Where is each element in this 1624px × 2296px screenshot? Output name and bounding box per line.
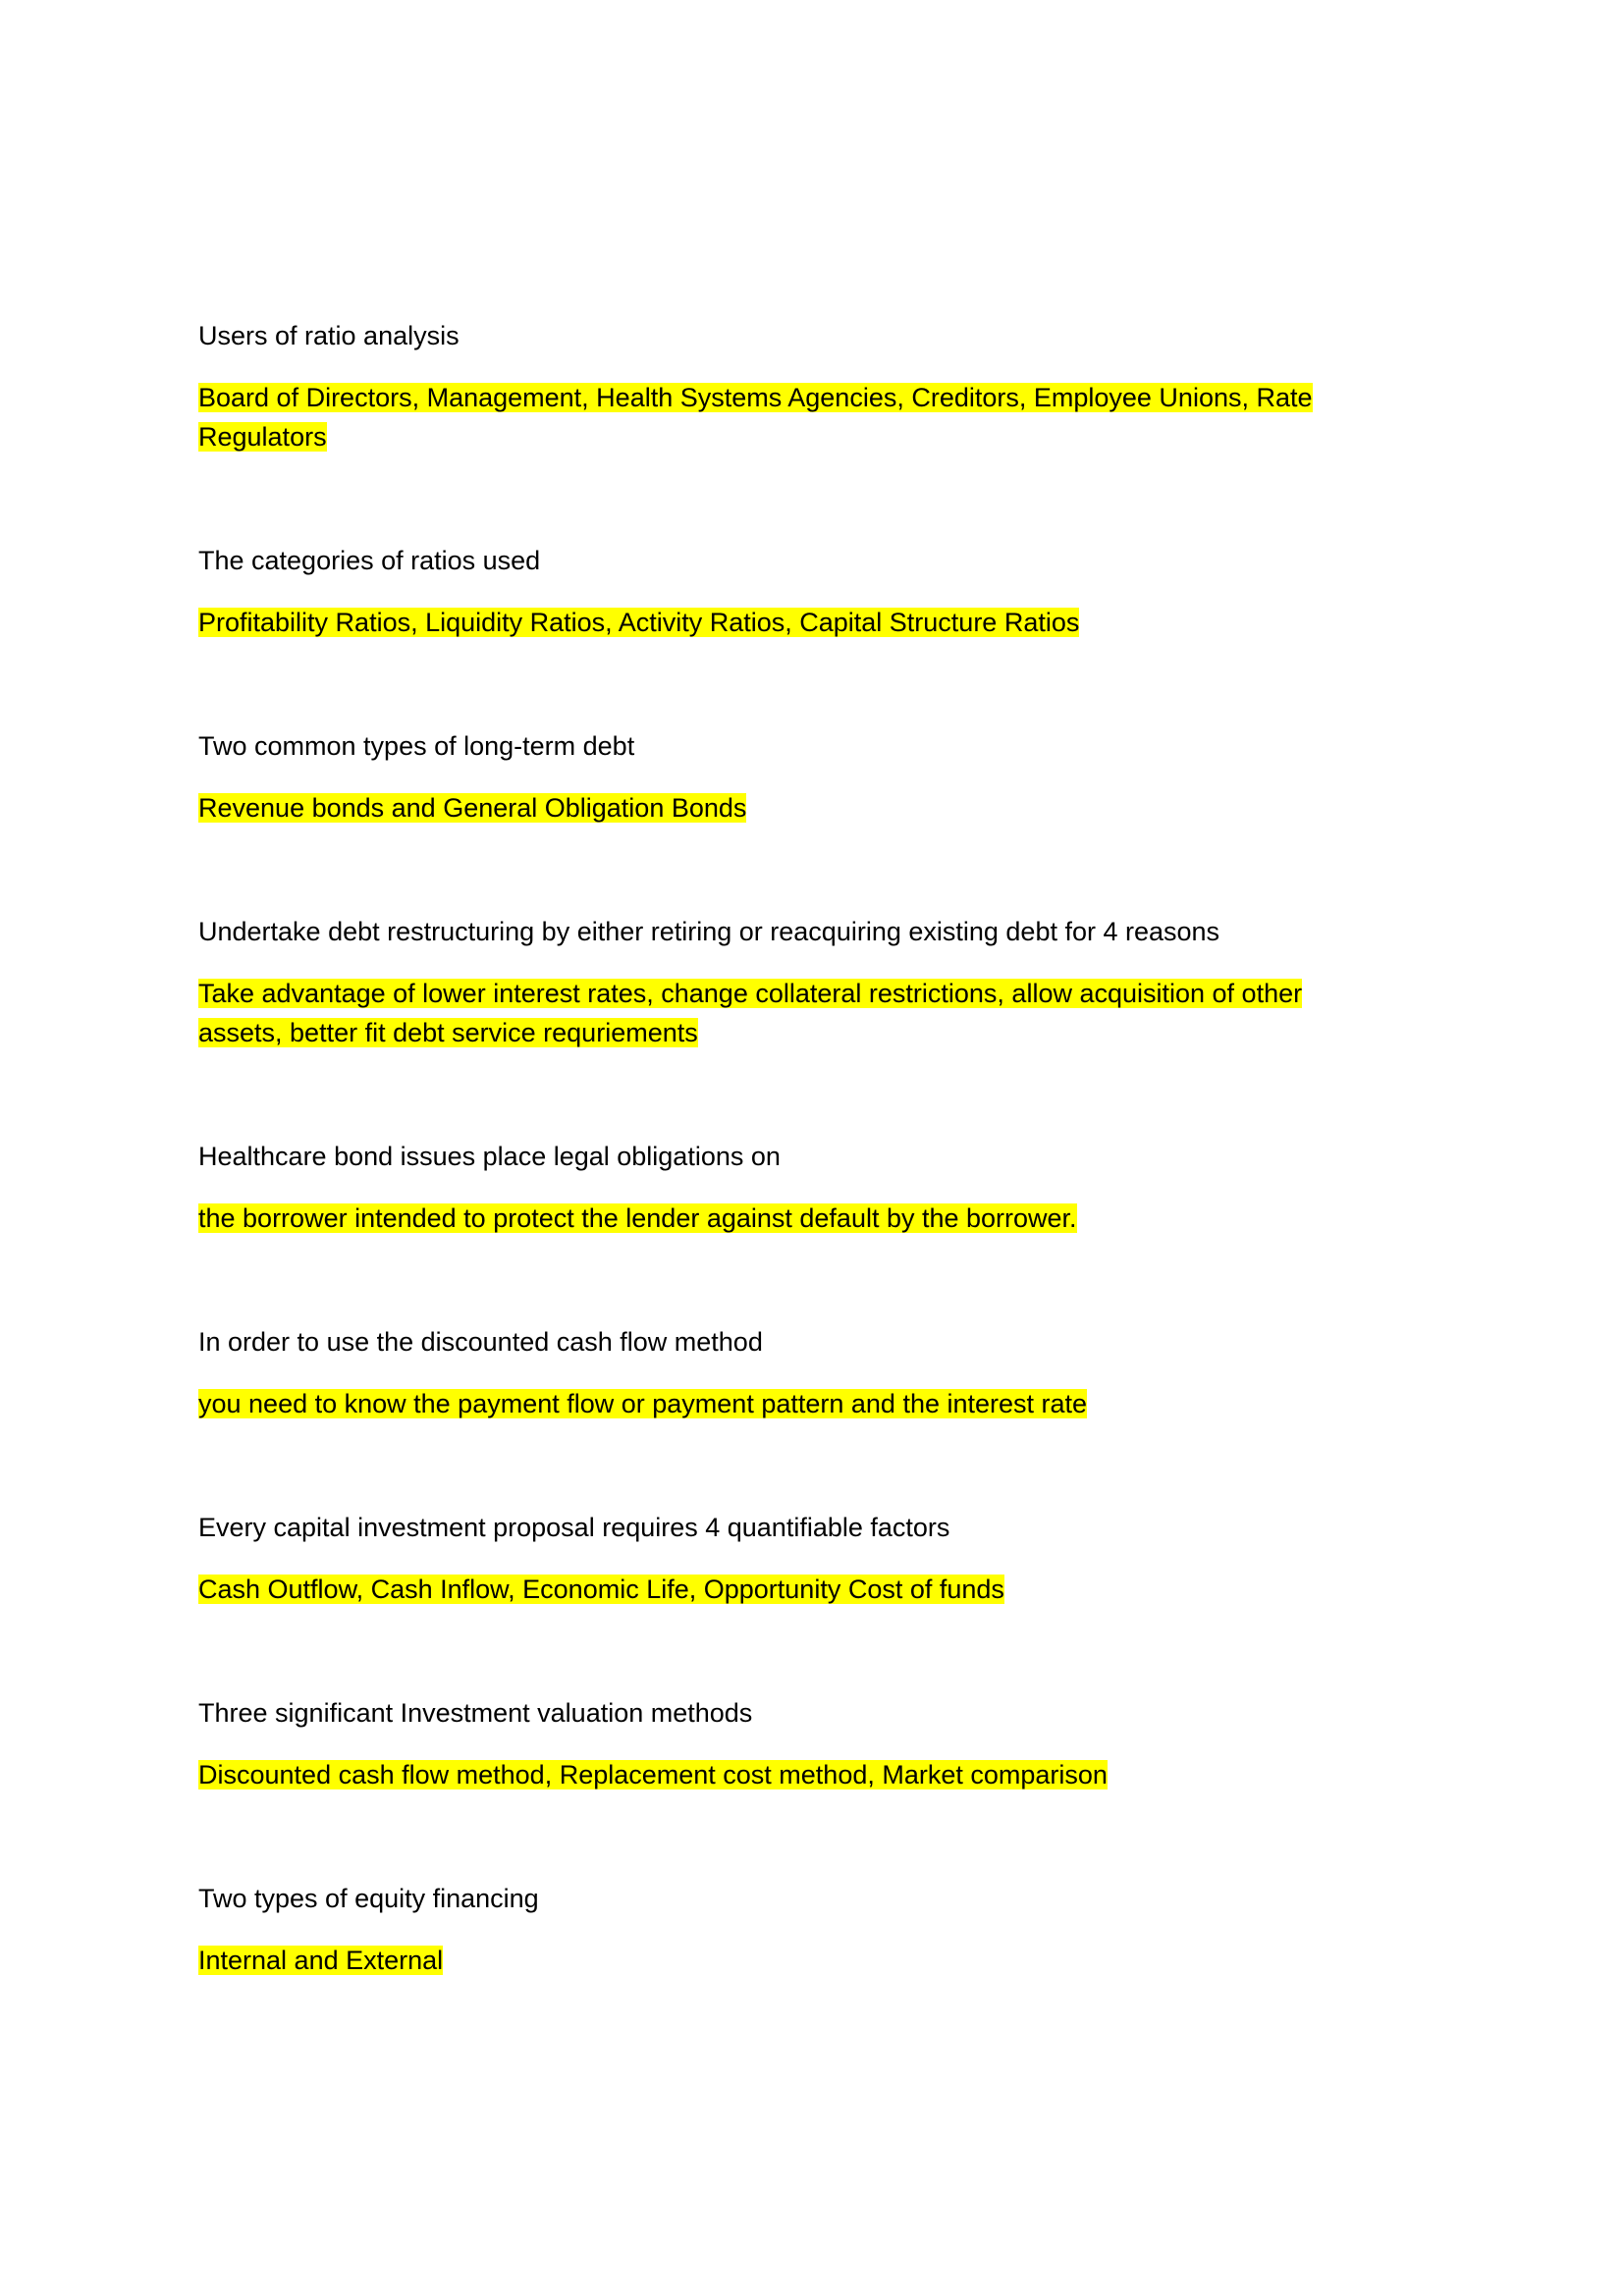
answer-text (198, 378, 1386, 456)
question-text: The categories of ratios used (198, 546, 541, 575)
qa-item (198, 541, 1386, 726)
question-text: Undertake debt restructuring by either retiring or reacquiring existing debt for 4 reasons (198, 917, 1220, 946)
highlighted-answer: Discounted cash flow method, Replacement cost method, Market comparison (198, 1760, 1108, 1789)
answer-text (198, 1570, 1386, 1609)
question-text: Two types of equity financing (198, 1884, 539, 1913)
question-text: Healthcare bond issues place legal obligations on (198, 1142, 781, 1171)
answer-text (198, 603, 1386, 642)
qa-item (198, 912, 1386, 1137)
answer-text (198, 1384, 1386, 1423)
qa-item (198, 1508, 1386, 1693)
answer-text (198, 1199, 1386, 1238)
highlighted-answer: Cash Outflow, Cash Inflow, Economic Life, Opportunity Cost of funds (198, 1575, 1004, 1604)
highlighted-answer: Revenue bonds and General Obligation Bonds (198, 793, 747, 823)
qa-item (198, 726, 1386, 912)
question-text: Users of ratio analysis (198, 321, 460, 350)
question-text: In order to use the discounted cash flow method (198, 1327, 763, 1357)
answer-text (198, 1755, 1386, 1794)
highlighted-answer: the borrower intended to protect the lender against default by the borrower. (198, 1203, 1077, 1233)
question-text: Two common types of long-term debt (198, 731, 635, 761)
highlighted-answer: Board of Directors, Management, Health Systems Agencies, Creditors, Employee Unions, Rate Regulators (198, 383, 1313, 452)
highlighted-answer: Profitability Ratios, Liquidity Ratios, Activity Ratios, Capital Structure Ratios (198, 608, 1080, 637)
highlighted-answer: you need to know the payment flow or payment pattern and the interest rate (198, 1389, 1088, 1418)
question-text: Every capital investment proposal requires 4 quantifiable factors (198, 1513, 950, 1542)
qa-item (198, 1322, 1386, 1508)
answer-text (198, 974, 1386, 1052)
qa-item (198, 1693, 1386, 1879)
qa-item (198, 1137, 1386, 1322)
question-text: Three significant Investment valuation methods (198, 1698, 753, 1728)
qa-list (198, 316, 1386, 2064)
answer-text (198, 788, 1386, 828)
highlighted-answer: Take advantage of lower interest rates, change collateral restrictions, allow acquisition of other assets, better fit debt service requriements (198, 979, 1303, 1047)
qa-item (198, 1879, 1386, 2064)
qa-item (198, 316, 1386, 541)
answer-text (198, 1941, 1386, 1980)
highlighted-answer: Internal and External (198, 1946, 444, 1975)
